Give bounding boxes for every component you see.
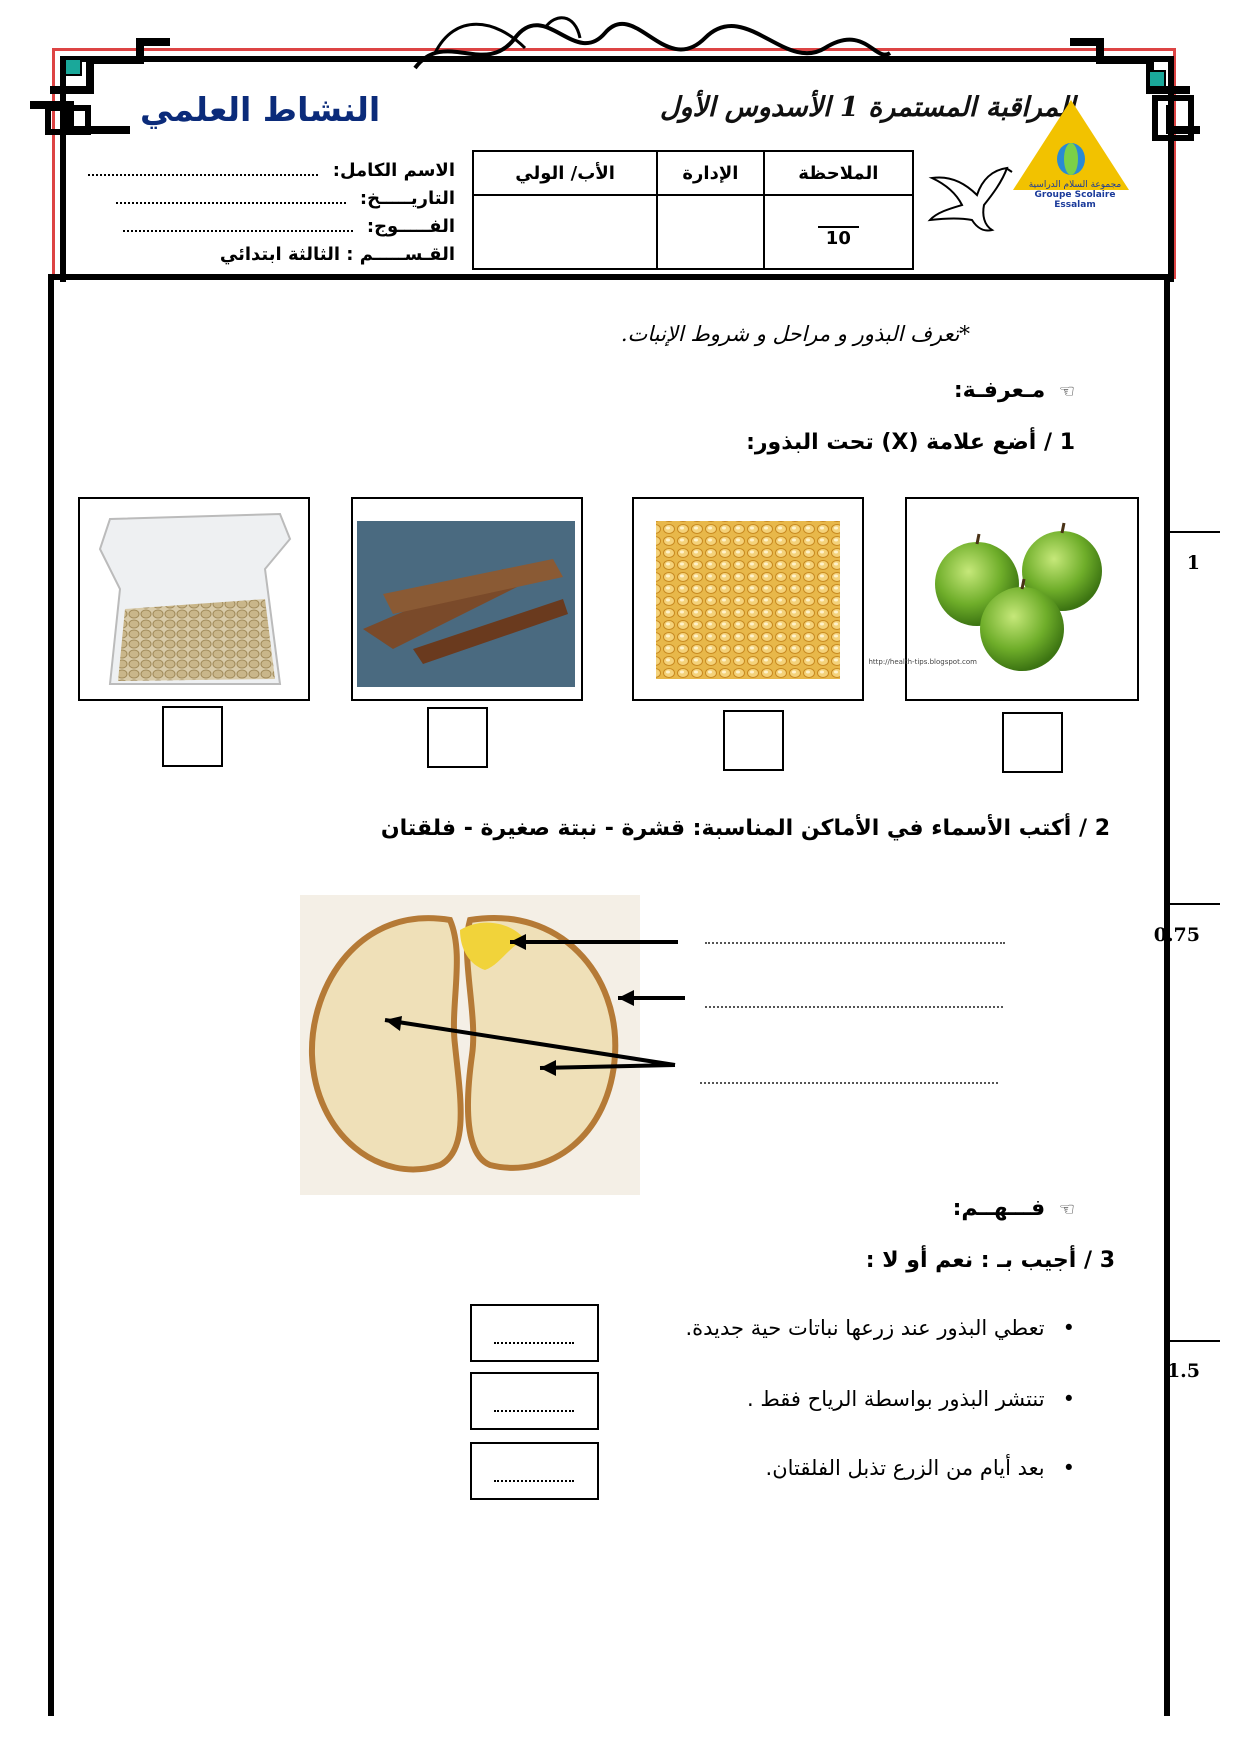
grade-header-parent: الأب/ الولي [473,151,657,195]
date-row [116,188,455,209]
section-knowledge [954,378,1075,403]
score-rule-q1 [1164,531,1220,533]
question-1: 1 / أضع علامة (X) تحت البذور: [746,430,1075,455]
group-row [123,216,455,237]
grade-cell-admin[interactable] [657,195,764,269]
group-label: الفـــــوج: [366,216,455,237]
date-label: التاريـــــخ: [359,188,455,209]
score-q3: 1.5 [1166,1360,1200,1382]
svg-text:http://health-tips.blogspot.co: http://health-tips.blogspot.com [868,658,977,666]
answer-dots-1 [494,1342,574,1344]
section-understanding-title: فـــهــم: [952,1196,1046,1221]
answer-line-2[interactable] [705,1004,1003,1008]
seed-bag-illustration [80,499,308,699]
date-field[interactable] [116,188,346,204]
full-name-field[interactable] [88,160,318,176]
answer-line-1[interactable] [705,940,1005,944]
section-knowledge-title: مـعرفـة: [953,378,1046,403]
full-name-label: الاسم الكامل: [332,160,455,181]
checkbox-cinnamon[interactable] [427,707,488,768]
score-q1: 1 [1186,552,1200,574]
grade-header-note: الملاحظة [764,151,913,195]
bullet-icon: • [1062,1387,1075,1411]
answer-dots-3 [494,1480,574,1482]
corner-square-icon [64,58,82,76]
school-logo-caption [1015,180,1135,210]
score-q2: 0.75 [1153,924,1200,946]
statement-2 [747,1387,1075,1411]
image-corn-kernels [632,497,864,701]
score-rule-q2 [1164,903,1220,905]
corn-kernels-illustration [634,499,862,699]
image-seed-bag [78,497,310,701]
school-name-fr: Groupe Scolaire Essalam [1034,190,1116,210]
pointing-hand-icon: ☜ [1058,381,1075,402]
answer-box-1[interactable] [470,1304,599,1362]
statement-1-text: تعطي البذور عند زرعها نباتات حية جديدة. [685,1316,1045,1340]
answer-box-2[interactable] [470,1372,599,1430]
question-2: 2 / أكتب الأسماء في الأماكن المناسبة: قشرة - نبتة صغيرة - فلقتان [380,816,1110,841]
page-border-left [48,276,54,1716]
page-border-right [1164,276,1170,1716]
group-field[interactable] [123,216,353,232]
grade-total: 10 [818,226,859,249]
header-bottom-rule [48,274,1170,280]
full-name-row [88,160,455,181]
grade-table [472,150,914,270]
checkbox-apples[interactable] [1002,712,1063,773]
school-name-ar: مجموعة السلام الدراسية [1028,180,1122,190]
answer-dots-2 [494,1410,574,1412]
statement-3-text: بعد أيام من الزرع تذبل الفلقتان. [765,1456,1045,1480]
apples-illustration [868,499,1137,699]
logo-globe-icon [1050,140,1092,178]
class-value: الثالثة ابتدائي [219,244,341,265]
cinnamon-illustration [353,499,581,699]
checkbox-corn[interactable] [723,710,784,771]
answer-box-3[interactable] [470,1442,599,1500]
grade-cell-parent[interactable] [473,195,657,269]
section-understanding [953,1196,1075,1221]
image-cinnamon-bark [351,497,583,701]
class-label: القـســـــم : [346,244,455,265]
grade-cell-note[interactable] [764,195,913,269]
bullet-icon: • [1062,1456,1075,1480]
question-3: 3 / أجيب بـ : نعم أو لا : [865,1248,1115,1273]
corner-square-icon [1148,70,1166,88]
checkbox-seed-bag[interactable] [162,706,223,767]
image-apples [868,497,1139,701]
answer-line-3[interactable] [700,1080,998,1084]
class-row [220,244,455,265]
pointing-hand-icon: ☜ [1058,1199,1075,1220]
statement-1 [685,1316,1075,1340]
score-rule-q3 [1164,1340,1220,1342]
exam-title: المراقبة المستمرة 1 الأسدوس الأول [659,92,1075,123]
subject-title: النشاط العلمي [140,90,381,129]
basmala-calligraphy [405,8,895,90]
dove-icon [922,160,1012,235]
bean-seed-diagram [300,895,740,1195]
statement-3 [766,1456,1075,1480]
grade-header-admin: الإدارة [657,151,764,195]
statement-2-text: تنتشر البذور بواسطة الرياح فقط . [747,1387,1045,1411]
bullet-icon: • [1062,1316,1075,1340]
lesson-objective: *تعرف البذور و مراحل و شروط الإنبات. [620,322,970,346]
